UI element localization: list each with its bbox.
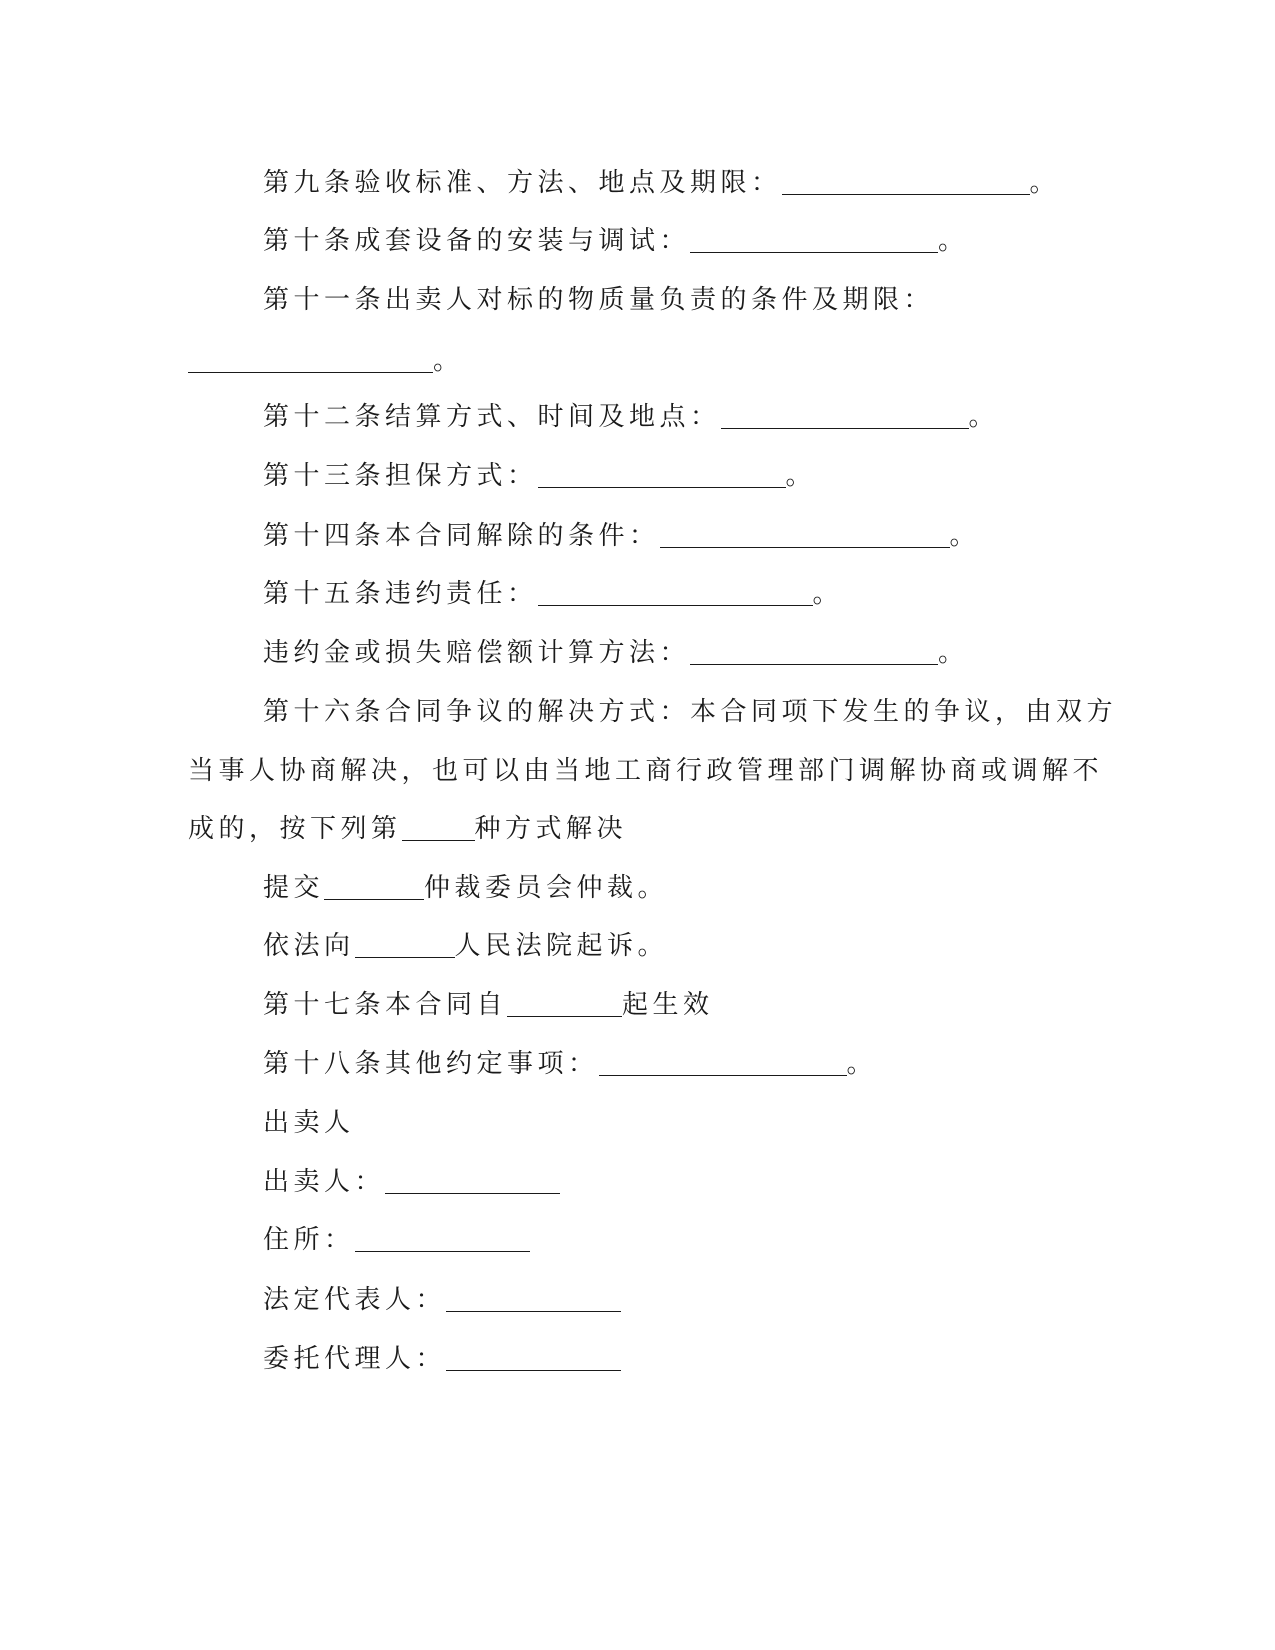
article-15-text: 第十五条违约责任： (263, 579, 538, 609)
court-option (263, 926, 1163, 966)
article-13-text: 第十三条担保方式： (263, 461, 538, 491)
article-16-line-3 (188, 809, 1088, 849)
address-field (263, 1220, 1163, 1260)
article-18-text: 第十八条其他约定事项： (263, 1049, 599, 1079)
article-17-text: 第十七条本合同自 (263, 990, 508, 1020)
article-10-text: 第十条成套设备的安装与调试： (263, 226, 691, 256)
article-11-blank[interactable] (188, 344, 433, 373)
article-9 (263, 163, 1163, 203)
article-9-text: 第九条验收标准、方法、地点及期限： (263, 168, 782, 198)
article-12-blank[interactable] (721, 400, 969, 429)
article-11-text: 第十一条出卖人对标的物质量负责的条件及期限： (263, 285, 935, 315)
legal-rep-field (263, 1280, 1163, 1320)
address-label: 住所： (263, 1225, 355, 1255)
article-16-line-2 (188, 751, 1104, 791)
agent-label: 委托代理人： (263, 1344, 447, 1374)
seller-blank[interactable] (385, 1165, 560, 1194)
article-16-text-3: 成的，按下列第 (188, 814, 402, 844)
agent-blank[interactable] (446, 1342, 621, 1371)
seller-heading (263, 1103, 1163, 1143)
penalty-method-text: 违约金或损失赔偿额计算方法： (263, 638, 691, 668)
article-15 (263, 574, 1163, 614)
article-9-blank[interactable] (782, 166, 1030, 195)
penalty-method (263, 633, 1163, 673)
article-11 (263, 280, 1163, 320)
court-blank[interactable] (355, 929, 455, 958)
article-12-end: 。 (968, 402, 1000, 432)
article-16-text-2: 当事人协商解决，也可以由当地工商行政管理部门调解协商或调解不 (188, 756, 1104, 786)
article-13 (263, 456, 1163, 496)
article-14-text: 第十四条本合同解除的条件： (263, 521, 660, 551)
article-10 (263, 221, 1163, 261)
article-16-text-1: 第十六条合同争议的解决方式：本合同项下发生的争议，由双方 (263, 697, 1118, 727)
article-14 (263, 516, 1163, 556)
article-16-end: 种方式解决 (474, 814, 628, 844)
article-17-blank[interactable] (507, 988, 622, 1017)
article-11-end: 。 (433, 346, 464, 376)
article-12-text: 第十二条结算方式、时间及地点： (263, 402, 721, 432)
article-13-end: 。 (785, 461, 817, 491)
article-17-end: 起生效 (622, 990, 714, 1020)
seller-field (263, 1162, 1163, 1202)
article-16-line-1 (263, 692, 1163, 732)
article-11-continuation (188, 341, 1088, 381)
article-12 (263, 397, 1163, 437)
agent-field (263, 1339, 1163, 1379)
article-13-blank[interactable] (538, 459, 786, 488)
court-end: 人民法院起诉。 (454, 931, 669, 961)
article-10-end: 。 (938, 226, 969, 256)
penalty-method-end: 。 (938, 638, 969, 668)
court-text: 依法向 (263, 931, 355, 961)
seller-label: 出卖人： (263, 1167, 386, 1197)
article-9-end: 。 (1029, 168, 1061, 198)
legal-rep-label: 法定代表人： (263, 1285, 447, 1315)
legal-rep-blank[interactable] (446, 1283, 621, 1312)
arbitration-option (263, 868, 1163, 908)
article-16-blank[interactable] (402, 812, 475, 841)
article-10-blank[interactable] (690, 224, 938, 253)
arbitration-text: 提交 (263, 873, 325, 903)
article-14-blank[interactable] (660, 519, 950, 548)
article-15-blank[interactable] (538, 577, 813, 606)
article-18-end: 。 (846, 1049, 878, 1079)
penalty-method-blank[interactable] (690, 636, 938, 665)
article-14-end: 。 (949, 521, 981, 551)
article-17 (263, 985, 1163, 1025)
address-blank[interactable] (355, 1223, 530, 1252)
article-18 (263, 1044, 1163, 1084)
arbitration-blank[interactable] (324, 871, 424, 900)
article-18-blank[interactable] (599, 1047, 847, 1076)
arbitration-end: 仲裁委员会仲裁。 (424, 873, 669, 903)
seller-heading-text: 出卖人 (263, 1108, 355, 1138)
article-15-end: 。 (812, 579, 844, 609)
